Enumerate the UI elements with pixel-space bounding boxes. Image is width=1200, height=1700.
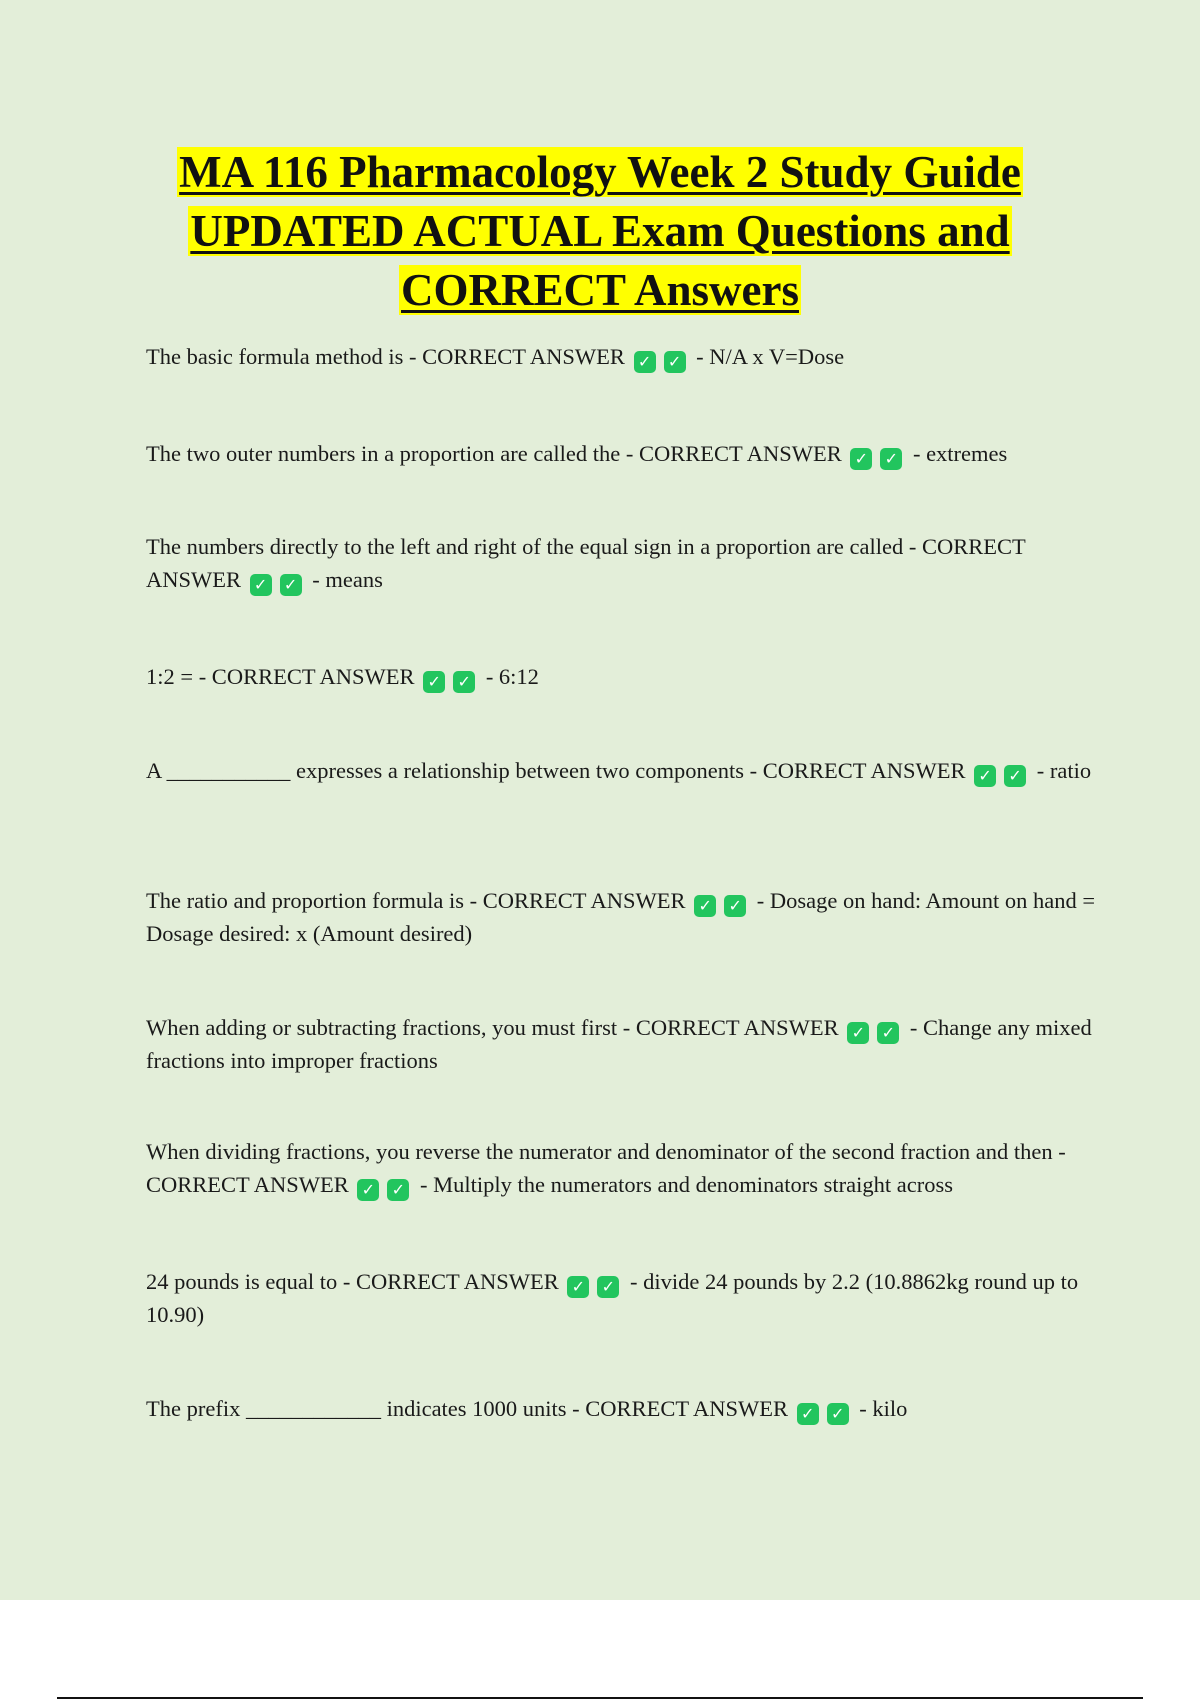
check-mark-icon: ✓ <box>634 351 656 373</box>
qa-item <box>146 1011 1096 1077</box>
answer-text: - kilo <box>853 1396 908 1421</box>
check-mark-icon: ✓ <box>280 574 302 596</box>
question-text: The basic formula method is - CORRECT ANSWER <box>146 344 631 369</box>
check-mark-icon: ✓ <box>724 895 746 917</box>
qa-item <box>146 437 1096 470</box>
question-text: A ___________ expresses a relationship between two components - CORRECT ANSWER <box>146 758 972 783</box>
qa-item <box>146 1135 1096 1201</box>
answer-text: - ratio <box>1031 758 1092 783</box>
check-mark-icon: ✓ <box>850 448 872 470</box>
check-mark-icon: ✓ <box>974 765 996 787</box>
check-mark-icon: ✓ <box>664 351 686 373</box>
qa-item <box>146 1265 1096 1331</box>
title-line-2: UPDATED ACTUAL Exam Questions and <box>190 206 1010 256</box>
check-mark-icon: ✓ <box>357 1179 379 1201</box>
check-mark-icon: ✓ <box>567 1276 589 1298</box>
question-text: 24 pounds is equal to - CORRECT ANSWER <box>146 1269 565 1294</box>
qa-item <box>146 340 1096 373</box>
qa-item <box>146 754 1096 787</box>
document-title <box>0 143 1200 320</box>
question-text: The numbers directly to the left and right of the equal sign in a proportion are called - CORRECT ANSWER <box>146 534 1026 592</box>
qa-item <box>146 530 1096 596</box>
title-line-3: CORRECT Answers <box>401 265 799 315</box>
check-mark-icon: ✓ <box>423 671 445 693</box>
check-mark-icon: ✓ <box>1004 765 1026 787</box>
check-mark-icon: ✓ <box>597 1276 619 1298</box>
answer-text: - Change any mixed fractions into improper fractions <box>146 1015 1092 1073</box>
qa-item <box>146 1392 1096 1425</box>
question-text: When adding or subtracting fractions, you must first - CORRECT ANSWER <box>146 1015 845 1040</box>
check-mark-icon: ✓ <box>880 448 902 470</box>
answer-text: - Dosage on hand: Amount on hand = Dosage desired: x (Amount desired) <box>146 888 1096 946</box>
answer-text: - means <box>306 567 383 592</box>
title-line-1: MA 116 Pharmacology Week 2 Study Guide <box>179 147 1021 197</box>
check-mark-icon: ✓ <box>827 1403 849 1425</box>
question-text: 1:2 = - CORRECT ANSWER <box>146 664 421 689</box>
check-mark-icon: ✓ <box>877 1022 899 1044</box>
answer-text: - N/A x V=Dose <box>690 344 845 369</box>
check-mark-icon: ✓ <box>250 574 272 596</box>
check-mark-icon: ✓ <box>387 1179 409 1201</box>
question-text: The ratio and proportion formula is - CORRECT ANSWER <box>146 888 692 913</box>
answer-text: - extremes <box>907 441 1008 466</box>
qa-item <box>146 660 1096 693</box>
check-mark-icon: ✓ <box>694 895 716 917</box>
question-text: The prefix ____________ indicates 1000 units - CORRECT ANSWER <box>146 1396 794 1421</box>
check-mark-icon: ✓ <box>847 1022 869 1044</box>
qa-item <box>146 884 1096 950</box>
check-mark-icon: ✓ <box>453 671 475 693</box>
answer-text: - 6:12 <box>480 664 539 689</box>
question-text: When dividing fractions, you reverse the numerator and denominator of the second fraction and then - CORRECT ANSWER <box>146 1139 1066 1197</box>
footer-divider <box>57 1697 1143 1699</box>
question-text: The two outer numbers in a proportion are called the - CORRECT ANSWER <box>146 441 848 466</box>
check-mark-icon: ✓ <box>797 1403 819 1425</box>
answer-text: - divide 24 pounds by 2.2 (10.8862kg round up to 10.90) <box>146 1269 1079 1327</box>
answer-text: - Multiply the numerators and denominators straight across <box>414 1172 954 1197</box>
